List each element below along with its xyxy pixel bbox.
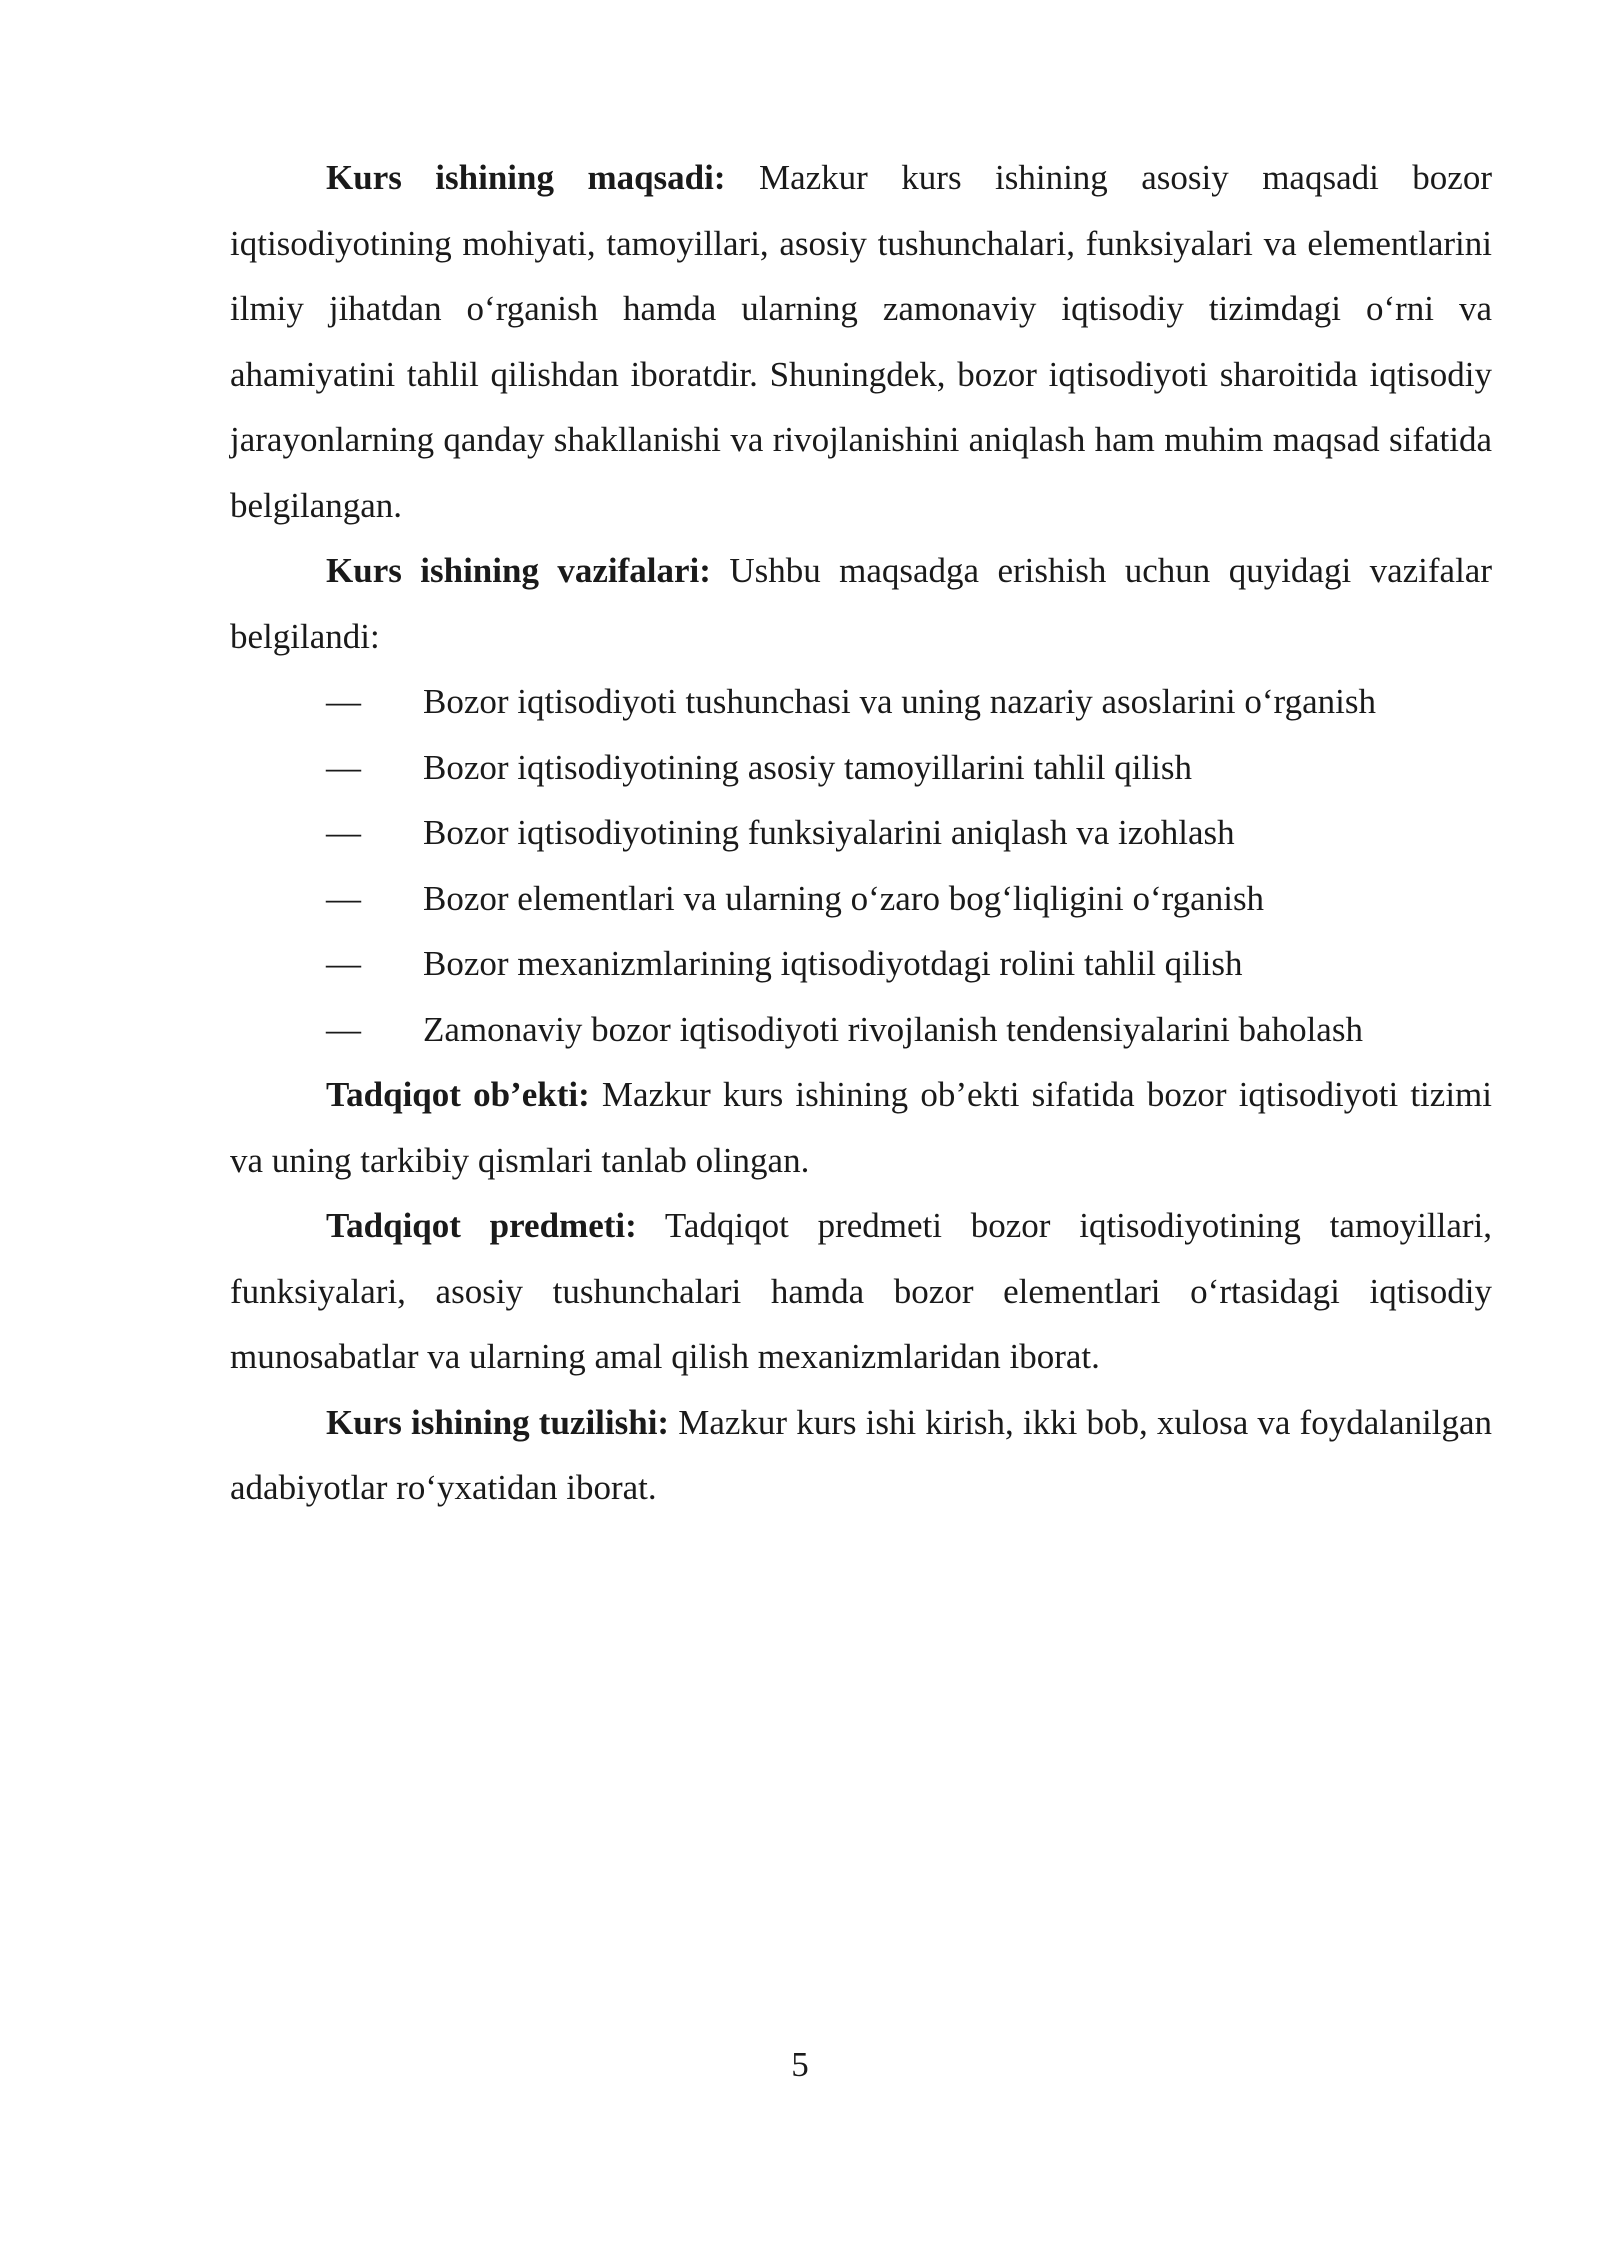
paragraph-heading: Kurs ishining maqsadi: bbox=[326, 158, 726, 197]
list-item bbox=[230, 735, 1492, 801]
paragraph-heading: Tadqiqot predmeti: bbox=[326, 1206, 637, 1245]
paragraph-subject bbox=[230, 1193, 1492, 1390]
paragraph-heading: Kurs ishining tuzilishi: bbox=[326, 1402, 670, 1442]
list-item-text: Bozor mexanizmlarining iqtisodiyotdagi rolini tahlil qilish bbox=[423, 944, 1243, 983]
list-item bbox=[230, 866, 1492, 932]
list-item-text: Zamonaviy bozor iqtisodiyoti rivojlanish tendensiyalarini baholash bbox=[423, 1009, 1363, 1049]
list-item-text: Bozor iqtisodiyotining funksiyalarini aniqlash va izohlash bbox=[423, 813, 1235, 852]
paragraph-text: Tadqiqot predmeti bozor iqtisodiyotining tamoyillari, funksiyalari, asosiy tushunchalari hamda bozor elementlari o‘rtasidagi iqtisodiy munosabatlar va ularning amal qilish mexanizmlaridan iborat. bbox=[230, 1206, 1493, 1376]
paragraph-text: Mazkur kurs ishining ob’ekti sifatida bozor iqtisodiyoti tizimi va uning tarkibiy qismlari tanlab olingan. bbox=[230, 1075, 1492, 1180]
dash-bullet: — bbox=[326, 1009, 361, 1049]
paragraph-text: Ushbu maqsadga erishish uchun quyidagi vazifalar belgilandi: bbox=[230, 551, 1492, 656]
task-list bbox=[230, 669, 1492, 1062]
paragraph-aim bbox=[230, 145, 1492, 538]
paragraph-text: Mazkur kurs ishining asosiy maqsadi bozor iqtisodiyotining mohiyati, tamoyillari, asosiy tushunchalari, funksiyalari va elementlarini ilmiy jihatdan o‘rganish hamda ularning zamonaviy iqtisodiy tizimdagi o‘rni va ahamiyatini tahlil qilishdan iboratdir. Shuningdek, bozor iqtisodiyoti sharoitida iqtisodiy jarayonlarning qanday shakllanishi va rivojlanishini aniqlash ham muhim maqsad sifatida belgilangan. bbox=[230, 158, 1492, 525]
list-item-text: Bozor iqtisodiyotining asosiy tamoyillarini tahlil qilish bbox=[423, 747, 1192, 787]
list-item-text: Bozor elementlari va ularning o‘zaro bog‘liqligini o‘rganish bbox=[423, 878, 1265, 918]
page-number: 5 bbox=[791, 2045, 809, 2084]
paragraph-object bbox=[230, 1062, 1492, 1193]
list-item bbox=[230, 997, 1492, 1063]
list-item bbox=[230, 931, 1492, 997]
list-item bbox=[230, 669, 1492, 735]
dash-bullet: — bbox=[326, 944, 361, 983]
paragraph-text: Mazkur kurs ishi kirish, ikki bob, xulosa va foydalanilgan adabiyotlar ro‘yxatidan iborat. bbox=[230, 1402, 1492, 1507]
list-item bbox=[230, 800, 1492, 866]
paragraph-heading: Tadqiqot ob’ekti: bbox=[326, 1075, 590, 1114]
dash-bullet: — bbox=[326, 813, 361, 852]
paragraph-structure bbox=[230, 1390, 1492, 1521]
paragraph-tasks bbox=[230, 538, 1492, 669]
list-item-text: Bozor iqtisodiyoti tushunchasi va uning nazariy asoslarini o‘rganish bbox=[423, 682, 1376, 721]
paragraph-heading: Kurs ishining vazifalari: bbox=[326, 551, 711, 590]
dash-bullet: — bbox=[326, 878, 361, 918]
dash-bullet: — bbox=[326, 682, 361, 721]
page-content bbox=[230, 145, 1492, 1521]
dash-bullet: — bbox=[326, 747, 361, 787]
